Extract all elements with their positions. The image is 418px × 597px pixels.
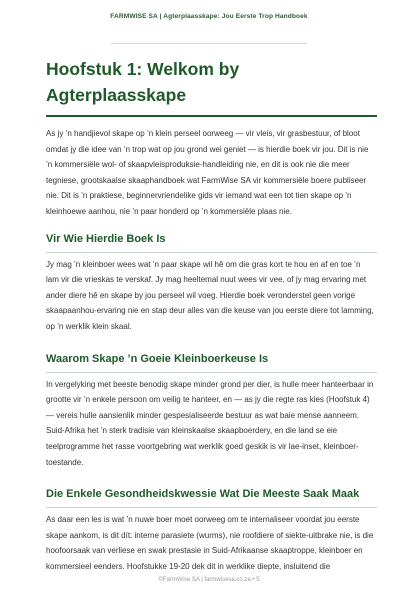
chapter-title [46,56,374,108]
header-divider [111,43,307,44]
page-content [46,56,374,574]
chapter-title-divider [46,115,377,117]
section-heading: Die Enkele Gesondheidskwessie Wat Die Meeste Saak Maak [46,488,360,501]
section-paragraph: In vergelyking met beeste benodig skape minder grond per dier, is hulle meer hanteerbaar in grootte vir ’n enkele persoon om veilig te hanteer, en — as jy die regte ras kies (Hoofstuk 4) — vereis hulle aansienlik minder gespesialiseerde bestuur as wat baie mense aanneem. Suid-Afrika het ’n sterk tradisie van kleinskaalse skaapboerdery, en die land se eie teelprogramme het rasse voortgebring wat werklik goed geskik is vir lae-inset, kleinboer-toestande. [46,379,374,467]
section-who-this-book-is-for [46,232,374,335]
section-divider [46,252,377,253]
intro-paragraph: As jy ’n handjievol skape op ’n klein perseel oorweeg — vir vleis, vir grasbestuur, of bloot omdat jy die idee van ’n trop wat op jou grond wei geniet — is hierdie boek vir jou. Dit is nie ’n kommersiële wol- of skaapvleisproduksie-handleiding nie, en dit is ook nie die meer tegniese, grootskaalse skaaphandboek wat FarmWise SA vir kommersiële boere publiseer nie. Dit is ’n praktiese, beginnervriendelike gids vir iemand wat een tot tien skape op ’n kleinhoewe aanhou, nie ’n paar honderd op ’n kommersiële plaas nie. [46,129,369,216]
section-why-sheep [46,352,374,471]
section-heading: Vir Wie Hierdie Boek Is [46,232,166,245]
running-header: FARMWISE SA | Agterplaasskape: Jou Eerste Trop Handboek [110,13,308,20]
section-heading: Waarom Skape ’n Goeie Kleinboerkeuse Is [46,352,269,365]
section-divider [46,507,377,508]
page-footer: ©FarmWise SA | farmwisesa.co.za • 5 [158,577,260,583]
chapter-title-line-1: Hoofstuk 1: Welkom by [46,59,240,79]
section-paragraph: Jy mag ’n kleinboer wees wat ’n paar skape wil hê om die gras kort te hou en af en toe ’n lam vir die vrieskas te verskaf. Jy mag heeltemal nuut wees vir vee, of jy mag ervaring met ander diere hê en skape by jou perseel wil voeg. Hierdie boek veronderstel geen vorige skaapaanhou-ervaring nie en stap deur alles van die keuse van jou eerste diere tot lamming, op ’n werklik klein skaal. [46,259,374,331]
section-paragraph: As daar een les is wat ’n nuwe boer moet oorweeg om te internaliseer voordat jou eerste skape aankom, is dit dít: interne parasiete (wurms), nie roofdiere of siekte-uitbrake nie, is die hoofoorsaak van verliese en swak prestasie in Suid-Afrikaanse skaaptroppe, kleinboer en kommersieel eenders. Hoofstukke 19-20 dek dit in werklike diepte, insluitend die [46,515,374,571]
section-health-issue [46,487,374,574]
chapter-title-line-2: Agterplaasskape [46,85,187,105]
section-divider [46,372,377,373]
